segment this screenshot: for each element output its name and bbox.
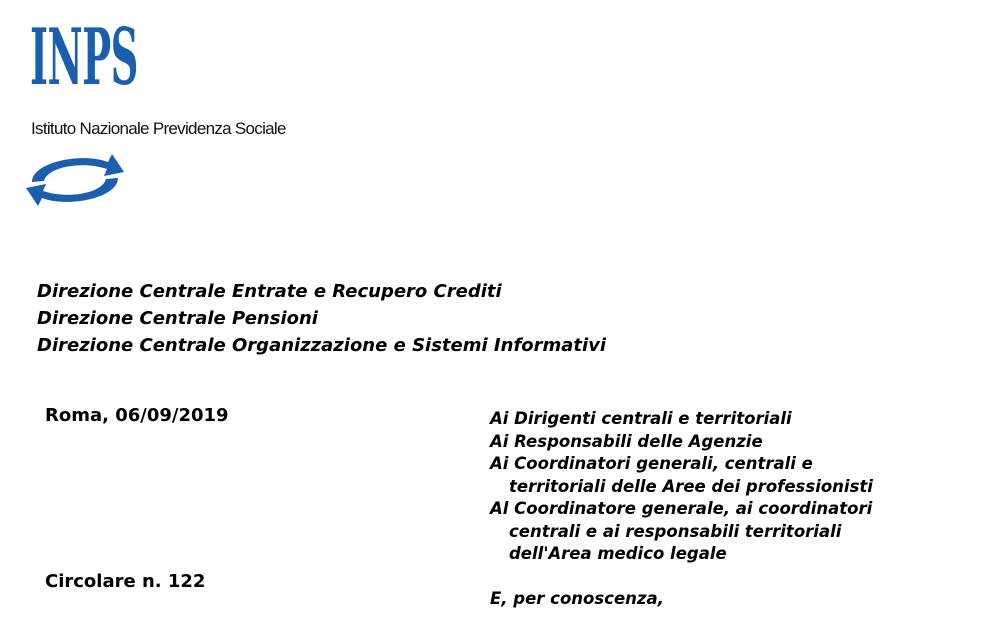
recipient-item: Ai Coordinatori generali, centrali e — [490, 454, 813, 473]
logo-subtitle: Istituto Nazionale Previdenza Sociale — [31, 119, 286, 138]
recipient-item-continuation: dell'Area medico legale — [509, 544, 727, 563]
date-line: Roma, 06/09/2019 — [45, 405, 229, 426]
inps-logo-wordmark-art — [30, 11, 220, 112]
recipient-item-continuation: centrali e ai responsabili territoriali — [509, 521, 842, 541]
directorate-item: Direzione Centrale Entrate e Recupero Crediti — [37, 281, 502, 302]
logo-wordmark-text: INPS — [30, 11, 138, 104]
circular-arrows-icon — [20, 148, 130, 212]
directorate-item: Direzione Centrale Organizzazione e Sistemi Informativi — [37, 335, 607, 356]
recipients-list — [490, 408, 873, 566]
recipient-item: Al Coordinatore generale, ai coordinatori — [490, 499, 873, 518]
cc-line: E, per conoscenza, — [490, 589, 664, 608]
recipient-item-continuation: territoriali delle Aree dei professionisti — [509, 476, 873, 496]
recipient-item: Ai Responsabili delle Agenzie — [490, 431, 763, 451]
directorates-list — [37, 278, 606, 359]
recipient-item: Ai Dirigenti centrali e territoriali — [490, 409, 792, 428]
directorate-item: Direzione Centrale Pensioni — [37, 308, 318, 329]
circular-number: Circolare n. 122 — [45, 571, 206, 592]
